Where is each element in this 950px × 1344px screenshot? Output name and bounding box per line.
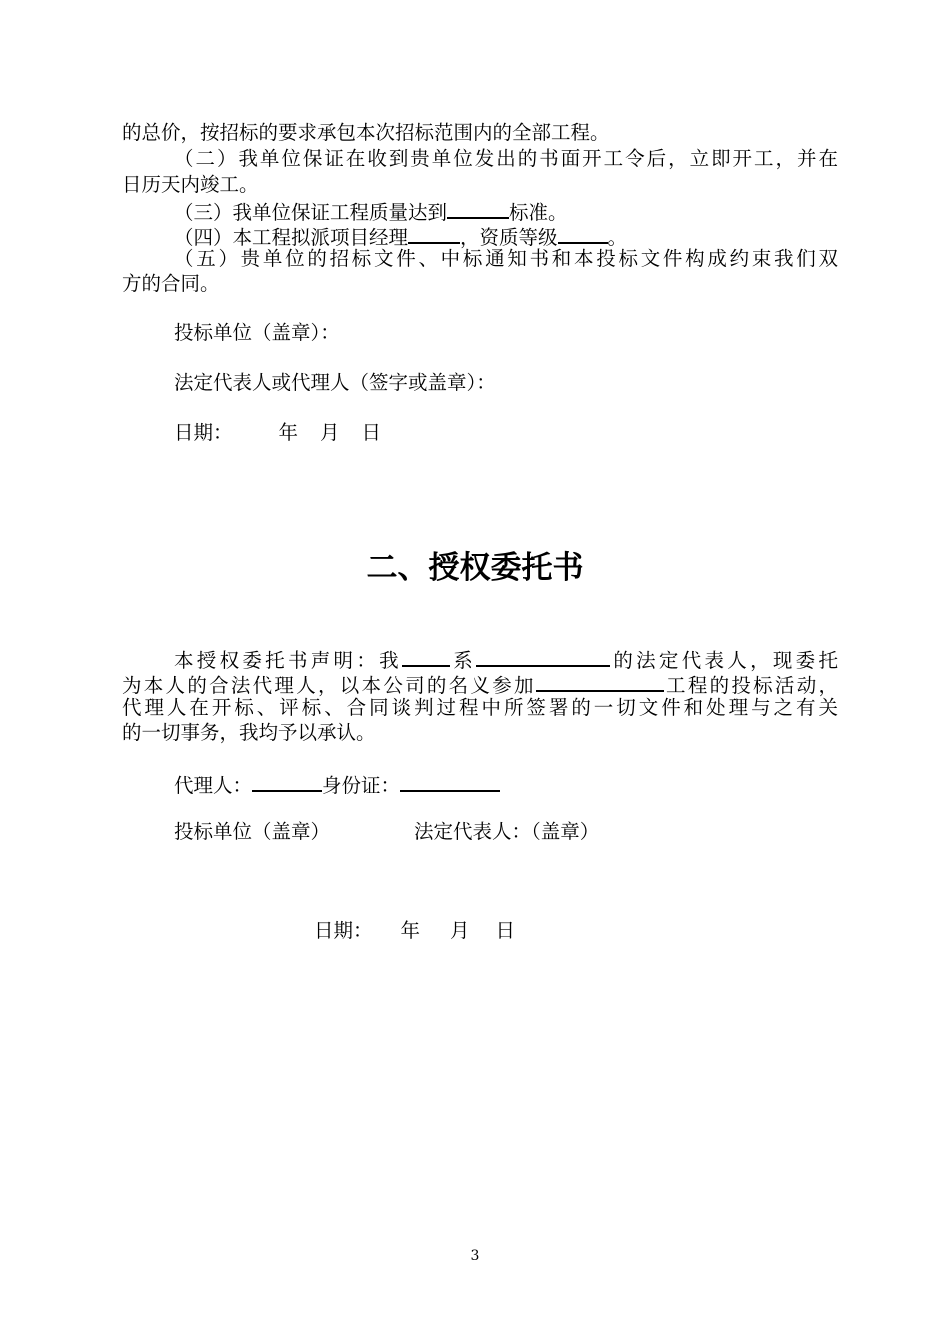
- bid-letter-line-1: [122, 120, 610, 146]
- bid-item-5-text-a: （五）贵单位的招标文件、中标通知书和本投标文件构成约束我们双: [174, 247, 838, 270]
- bid-date-label: 日期：: [174, 421, 233, 444]
- auth-date-day: 日: [495, 919, 516, 942]
- auth-bidder-seal-label: 投标单位（盖章）: [174, 820, 331, 843]
- project-name-blank[interactable]: [536, 670, 664, 692]
- bid-item-4-text: （四）本工程拟派项目经理: [174, 226, 409, 249]
- bid-item-3-text: （三）我单位保证工程质量达到: [174, 201, 448, 224]
- bid-date-year: 年: [278, 421, 299, 444]
- bidder-seal-line: [174, 320, 340, 346]
- bid-item-5-line-b: [122, 271, 220, 297]
- id-number-blank[interactable]: [400, 770, 500, 792]
- auth-para-3-text: 代理人在开标、评标、合同谈判过程中所签署的一切文件和处理与之有关: [122, 696, 838, 719]
- section-title: 二、授权委托书: [366, 550, 584, 586]
- bid-item-5-line-a: [174, 246, 838, 272]
- auth-para-2-text-a: 为本人的合法代理人，以本公司的名义参加: [122, 674, 536, 697]
- quality-standard-blank[interactable]: [447, 197, 509, 219]
- project-manager-blank[interactable]: [408, 222, 460, 244]
- bid-item-2-text-a: （二）我单位保证在收到贵单位发出的书面开工令后，立即开工，并在: [174, 147, 838, 170]
- bid-item-2-line-b: [122, 172, 259, 198]
- agent-label: 代理人：: [174, 774, 253, 797]
- bid-letter-text: 的总价，按招标的要求承包本次招标范围内的全部工程。: [122, 121, 610, 144]
- legal-rep-sign-label: 法定代表人或代理人（签字或盖章）：: [174, 371, 496, 394]
- bid-item-4-mid: ，资质等级: [460, 226, 558, 249]
- bid-date-day: 日: [361, 421, 382, 444]
- auth-date-line: [314, 918, 515, 944]
- auth-para-1-text-b: 系: [449, 649, 477, 672]
- auth-para-4-text: 的一切事务，我均予以承认。: [122, 721, 376, 744]
- company-name-blank[interactable]: [476, 645, 610, 667]
- auth-para-2-text-b: 工程的投标活动，: [663, 674, 838, 697]
- id-label: 身份证：: [322, 774, 401, 797]
- principal-name-blank[interactable]: [402, 645, 450, 667]
- bid-item-2-text-b: 日历天内竣工。: [122, 173, 259, 196]
- auth-para-1-text-a: 本授权委托书声明：我: [174, 649, 402, 672]
- auth-date-year: 年: [400, 919, 421, 942]
- auth-legal-rep-seal-label: 法定代表人：（盖章）: [414, 820, 600, 843]
- bid-date-month: 月: [320, 421, 340, 444]
- page-number: 3: [470, 1248, 480, 1264]
- bid-date-line: [174, 420, 381, 446]
- agent-name-blank[interactable]: [252, 770, 322, 792]
- auth-para-1-text-c: 的法定代表人，现委托: [610, 649, 838, 672]
- qualification-grade-blank[interactable]: [558, 222, 608, 244]
- auth-para-line-4: [122, 720, 376, 746]
- agent-id-line: [174, 770, 500, 799]
- bid-item-4-suffix: 。: [607, 226, 628, 249]
- bidder-seal-label: 投标单位（盖章）：: [174, 321, 340, 344]
- bid-item-2-line-a: [174, 146, 838, 172]
- legal-rep-sign-line: [174, 370, 496, 396]
- bid-item-3-suffix: 标准。: [509, 201, 568, 224]
- seal-line: [174, 819, 599, 845]
- auth-date-label: 日期：: [314, 919, 373, 942]
- auth-date-month: 月: [450, 919, 470, 942]
- auth-para-line-3: [122, 695, 838, 721]
- bid-item-5-text-b: 方的合同。: [122, 272, 220, 295]
